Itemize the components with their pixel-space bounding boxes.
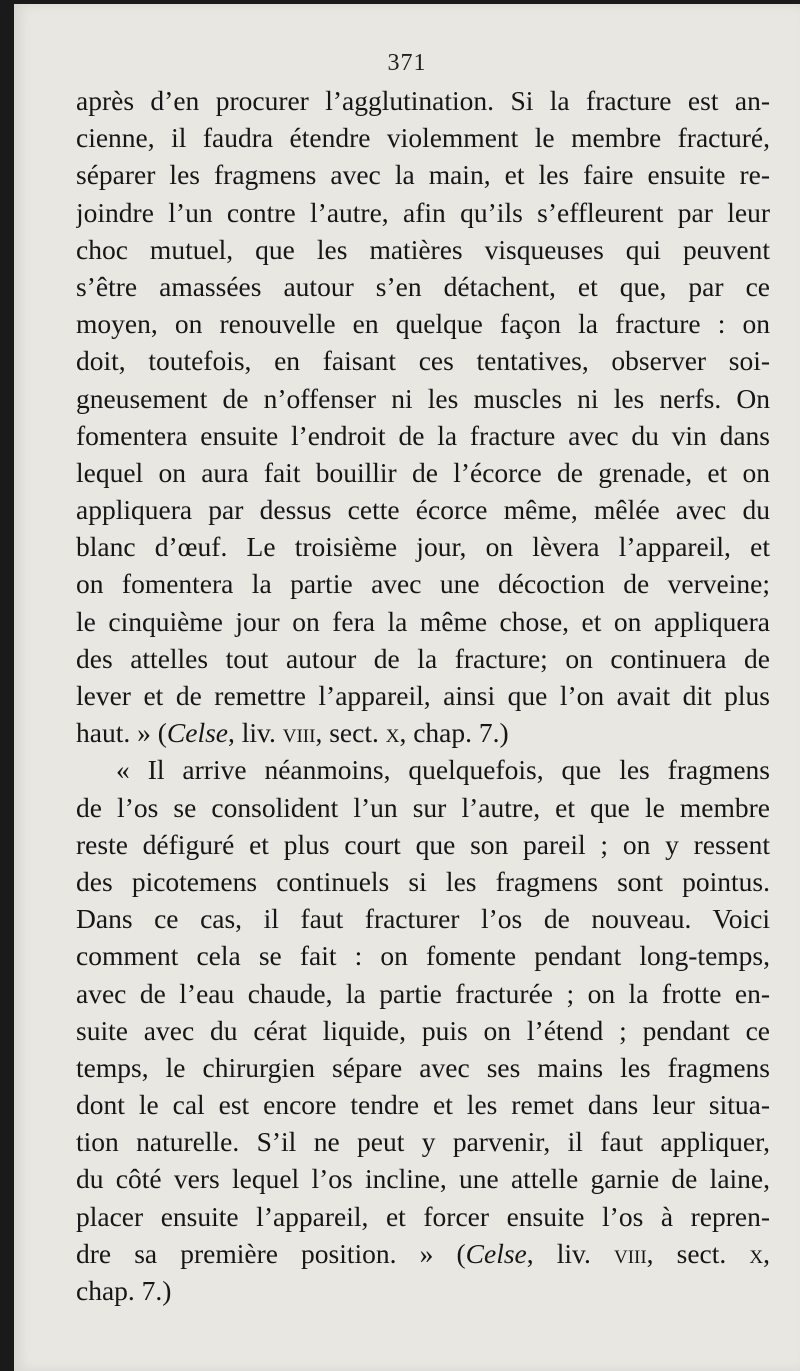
book-page <box>14 4 800 1371</box>
text-line: le cinquième jour on fera la même chose, et on appliquera <box>76 605 770 637</box>
body-text <box>76 82 770 1309</box>
citation-author: Celse <box>465 1237 527 1269</box>
text-line: suite avec du cérat liquide, puis on l’étend ; pendant ce <box>76 1014 770 1046</box>
page-number: 371 <box>387 50 427 76</box>
text-line: dont le cal est encore tendre et les remet dans leur situa- <box>76 1089 770 1121</box>
text-line: joindre l’un contre l’autre, afin qu’ils s’effleurent par leur <box>76 196 770 228</box>
citation-text: , chap. 7.) <box>399 717 509 749</box>
text-line: gneusement de n’offenser ni les muscles ni les nerfs. On <box>76 382 770 414</box>
citation-line <box>76 714 770 751</box>
text-line: lever et de remettre l’appareil, ainsi que l’on avait dit plus <box>76 680 770 711</box>
paragraph-1 <box>76 82 770 751</box>
text-line: lequel on aura fait bouillir de l’écorce de grenade, et on <box>76 456 770 488</box>
text-line: des picotemens continuels si les fragmens sont pointus. <box>76 865 770 897</box>
text-line: fomentera ensuite l’endroit de la fracture avec du vin dans <box>76 419 770 451</box>
citation-section: x <box>385 717 400 749</box>
citation-book: viii <box>282 717 316 749</box>
text-line: doit, toutefois, en faisant ces tentatives, observer soi- <box>76 345 770 377</box>
paragraph-2 <box>76 751 770 1309</box>
text-line: on fomentera la partie avec une décoction de verveine; <box>76 568 770 600</box>
text-line: chap. 7.) <box>76 1275 172 1306</box>
text-line: « Il arrive néanmoins, quelquefois, que les fragmens <box>116 754 770 786</box>
text-line: avec de l’eau chaude, la partie fracturée ; on la frotte en- <box>76 977 770 1009</box>
text-line: de l’os se consolident l’un sur l’autre, et que le membre <box>76 791 770 823</box>
citation-author: Celse <box>166 717 228 749</box>
text-line: appliquera par dessus cette écorce même, mêlée avec du <box>76 494 770 526</box>
text-line: Dans ce cas, il faut fracturer l’os de nouveau. Voici <box>76 903 770 935</box>
text-line: reste défiguré et plus court que son pareil ; on y ressent <box>76 828 770 860</box>
citation-text: , sect. <box>646 1237 750 1269</box>
text-line: tion naturelle. S’il ne peut y parvenir, il faut appliquer, <box>76 1126 770 1158</box>
text-line: des attelles tout autour de la fracture; on continuera de <box>76 642 770 674</box>
text-line: comment cela se fait : on fomente pendant long-temps, <box>76 940 770 972</box>
text-line: séparer les fragmens avec la main, et les faire ensuite re- <box>76 159 770 191</box>
text-line: s’être amassées autour s’en détachent, et que, par ce <box>76 270 770 302</box>
text-line: choc mutuel, que les matières visqueuses qui peuvent <box>76 233 770 265</box>
text-line: placer ensuite l’appareil, et forcer ensuite l’os à repren- <box>76 1200 770 1232</box>
text-line: du côté vers lequel l’os incline, une attelle garnie de laine, <box>76 1163 770 1195</box>
text-line: temps, le chirurgien sépare avec ses mains les fragmens <box>76 1051 770 1083</box>
text-line: moyen, on renouvelle en quelque façon la fracture : on <box>76 308 770 340</box>
citation-text: dre sa première position. » ( <box>76 1237 466 1269</box>
citation-section: x <box>749 1237 764 1269</box>
text-line: après d’en procurer l’agglutination. Si la fracture est an- <box>76 85 770 116</box>
text-line: blanc d’œuf. Le troisième jour, on lèvera l’appareil, et <box>76 531 770 563</box>
citation-text: haut. » ( <box>76 717 167 749</box>
text-line: cienne, il faudra étendre violemment le membre fracturé, <box>76 122 770 154</box>
citation-text: , <box>763 1237 770 1269</box>
citation-text: , sect. <box>315 717 386 749</box>
citation-text: , liv. <box>228 717 283 749</box>
citation-text: , liv. <box>526 1237 614 1269</box>
citation-book: viii <box>613 1237 647 1269</box>
citation-line <box>76 1235 770 1272</box>
